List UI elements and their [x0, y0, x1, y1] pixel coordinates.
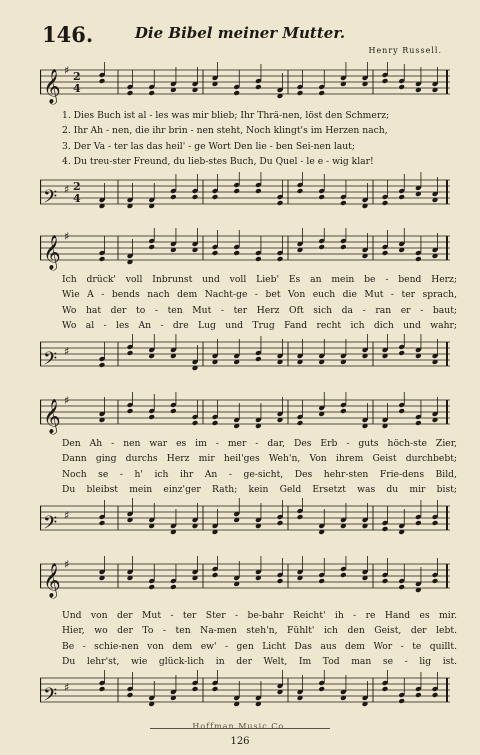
key-signature-sharp-icon: ♯ [64, 394, 70, 407]
note-head [233, 250, 240, 256]
note-head [233, 188, 240, 194]
lyrics-block [62, 272, 457, 334]
note-head [277, 520, 284, 526]
time-signature-icon: 2 [73, 70, 81, 84]
publisher-credit: Hoffman Music Co. [192, 722, 288, 731]
lyric-verse-4: Wo al - les An - dre Lug und Trug Fand recht ich dich und wahr; [62, 320, 457, 332]
lyric-verse-3: Be - schie-nen von dem ew' - gen Licht Das aus dem Wor - te quillt. [62, 640, 457, 652]
note-head [398, 194, 405, 200]
note-head [398, 350, 405, 356]
note-head [127, 350, 134, 356]
lyric-verse-4: 4. Du treu-ster Freund, du lieb-stes Buch, Du Quel - le e - wig klar! [62, 156, 374, 168]
note-head [340, 200, 347, 206]
note-head [192, 194, 199, 200]
lyric-verse-1: Den Ah - nen war es im - mer - dar, Des Erb - guts höch-ste Zier, [62, 438, 457, 449]
note-head [277, 578, 284, 584]
bass-staff [40, 172, 450, 216]
lyric-verse-2: 2. Ihr Ah - nen, die ihr brin - nen steht, Noch klingt's im Herzen nach, [62, 125, 388, 137]
lyric-verse-2: Dann ging durchs Herz mir heil'ges Weh'n, Von ihrem Geist durchbebt; [62, 453, 457, 465]
treble-staff [40, 392, 450, 436]
note-head [127, 90, 134, 96]
treble-staff [40, 62, 450, 106]
note-head [277, 200, 284, 206]
hymn-number: 146. [42, 22, 94, 47]
treble-staff [40, 228, 450, 272]
note-head [382, 200, 389, 206]
note-head [297, 90, 304, 96]
note-head [255, 84, 262, 90]
lyric-verse-1: Ich drück' voll Inbrunst und voll Lieb' Es an mein be - bend Herz; [62, 274, 457, 285]
note-head [432, 692, 439, 698]
key-signature-sharp-icon: ♯ [64, 509, 70, 522]
note-head [318, 578, 325, 584]
bass-staff [40, 498, 450, 542]
note-head [415, 256, 422, 262]
note-head [99, 686, 106, 692]
note-head [318, 90, 325, 96]
lyric-verse-2: Wie A - bends nach dem Nacht-ge - bet Von euch die Mut - ter sprach, [62, 289, 457, 301]
note-head [415, 420, 422, 426]
note-head [99, 362, 106, 368]
note-head [318, 244, 325, 250]
note-head [340, 244, 347, 250]
lyrics-block [62, 608, 457, 670]
note-head [212, 194, 219, 200]
note-head [99, 520, 106, 526]
time-signature-icon: 4 [73, 192, 81, 206]
bass-clef-icon: 𝄢 [43, 513, 58, 538]
note-head [233, 90, 240, 96]
note-head [318, 194, 325, 200]
lyric-verse-3: 3. Der Va - ter las das heil' - ge Wort Den lie - ben Sei-nen laut; [62, 140, 355, 152]
lyric-verse-3: Noch se - h' ich ihr An - ge-sicht, Des hehr-sten Frie-dens Bild, [62, 468, 457, 480]
note-head [170, 408, 177, 414]
note-head [297, 420, 304, 426]
note-head [398, 84, 405, 90]
note-head [297, 514, 304, 520]
treble-clef-icon: 𝄞 [43, 235, 61, 270]
note-head [212, 572, 219, 578]
note-head [212, 250, 219, 256]
note-head [127, 692, 134, 698]
note-head [99, 256, 106, 262]
note-head [148, 244, 155, 250]
page-number: 126 [230, 736, 250, 747]
lyric-verse-4: Du bleibst mein einz'ger Rath; kein Geld Ersetzt was du mir bist; [62, 484, 457, 496]
bass-clef-icon: 𝄢 [43, 349, 58, 374]
key-signature-sharp-icon: ♯ [64, 230, 70, 243]
note-head [382, 78, 389, 84]
note-head [398, 698, 405, 704]
note-head [277, 256, 284, 262]
note-head [398, 584, 405, 590]
time-signature-icon: 4 [73, 82, 81, 96]
lyrics-block [62, 108, 457, 170]
note-head [318, 686, 325, 692]
treble-clef-icon: 𝄞 [43, 399, 61, 434]
note-head [297, 188, 304, 194]
treble-staff [40, 556, 450, 600]
note-head [212, 686, 219, 692]
lyric-verse-4: Du lehr'st, wie glück-lich in der Welt, Im Tod man se - lig ist. [62, 656, 457, 668]
note-head [170, 584, 177, 590]
treble-clef-icon: 𝄞 [43, 563, 61, 598]
note-head [212, 420, 219, 426]
key-signature-sharp-icon: ♯ [64, 64, 70, 77]
hymn-title: Die Bibel meiner Mutter. [134, 24, 346, 42]
note-head [432, 520, 439, 526]
key-signature-sharp-icon: ♯ [64, 681, 70, 694]
lyric-verse-3: Wo hat der to - ten Mut - ter Herz Oft sich da - ran er - baut; [62, 304, 457, 316]
lyric-verse-1: 1. Dies Buch ist al - les was mir blieb; Ihr Thrä-nen, löst den Schmerz; [62, 110, 390, 121]
time-signature-icon: 2 [73, 180, 81, 194]
note-head [340, 572, 347, 578]
note-head [415, 692, 422, 698]
note-head [415, 520, 422, 526]
lyric-verse-1: Und von der Mut - ter Ster - be-bahr Reicht' ih - re Hand es mir. [62, 610, 457, 621]
note-head [340, 408, 347, 414]
note-head [255, 188, 262, 194]
note-head [148, 90, 155, 96]
key-signature-sharp-icon: ♯ [64, 345, 70, 358]
note-head [382, 686, 389, 692]
note-head [255, 356, 262, 362]
note-head [398, 408, 405, 414]
lyrics-block [62, 436, 457, 498]
bass-clef-icon: 𝄢 [43, 187, 58, 212]
note-head [192, 686, 199, 692]
bass-staff [40, 334, 450, 378]
note-head [255, 256, 262, 262]
note-head [148, 584, 155, 590]
bass-staff [40, 670, 450, 714]
note-head [99, 78, 106, 84]
note-head [382, 578, 389, 584]
note-head [192, 420, 199, 426]
key-signature-sharp-icon: ♯ [64, 558, 70, 571]
bass-clef-icon: 𝄢 [43, 685, 58, 710]
note-head [382, 250, 389, 256]
note-head [127, 408, 134, 414]
treble-clef-icon: 𝄞 [43, 69, 61, 104]
note-head [148, 414, 155, 420]
lyric-verse-2: Hier, wo der To - ten Na-men steh'n, Fühlt' ich den Geist, der lebt. [62, 625, 457, 637]
note-head [170, 194, 177, 200]
note-head [382, 526, 389, 532]
composer-credit: Henry Russell. [368, 46, 442, 55]
key-signature-sharp-icon: ♯ [64, 183, 70, 196]
note-head [432, 578, 439, 584]
